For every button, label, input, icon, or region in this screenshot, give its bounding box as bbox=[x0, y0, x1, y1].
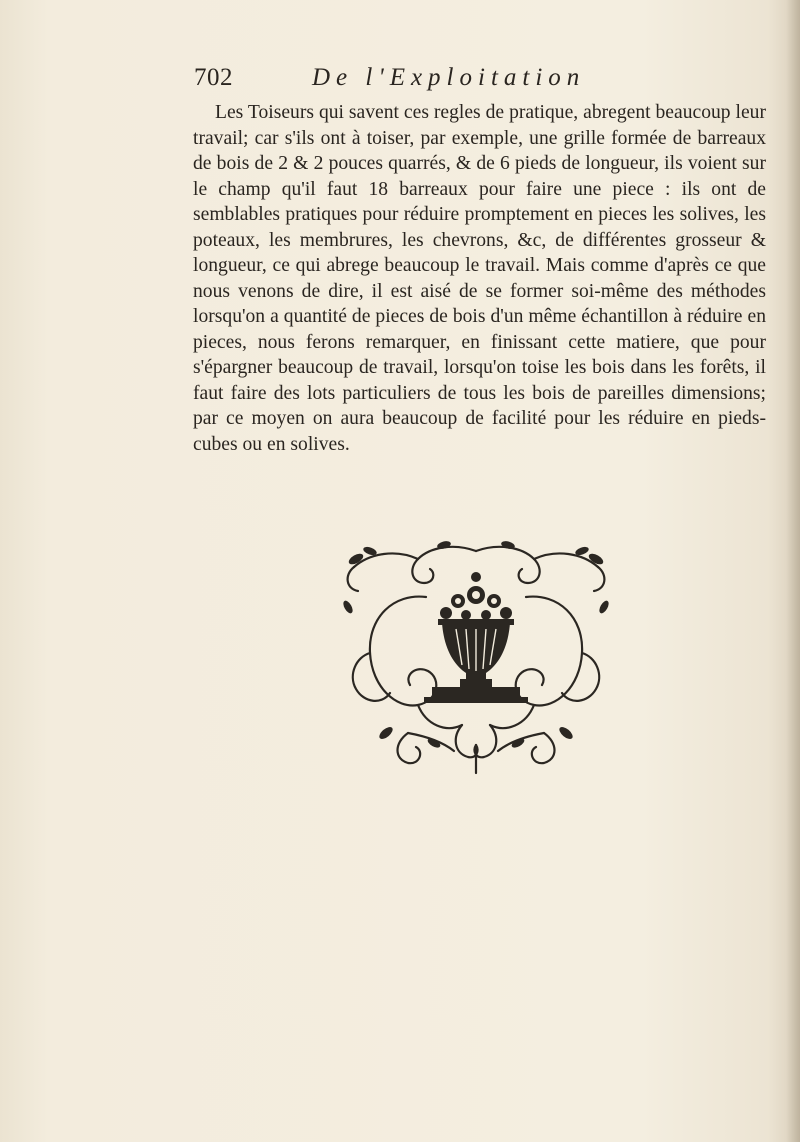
running-title: De l'Exploitation bbox=[312, 64, 586, 91]
urn-with-flowers-and-scrolls-icon bbox=[334, 537, 618, 777]
body-paragraph: Les Toiseurs qui savent ces regles de pratique, abregent beaucoup leur travail; car s'ils ont à toiser, par exemple, une grille formée de barreaux de bois de 2 & 2 pouces quarrés, & de 6 pieds de longueur, ils voient sur le champ qu'il faut 18 barreaux pour faire une piece : ils ont de semblables pratiques pour réduire promptement en pieces les solives, les poteaux, les membrures, les chevrons, &c, de différentes grosseur & longueur, ce qui abrege beaucoup le travail. Mais comme d'après ce que nous venons de dire, il est aisé de se former soi-même des méthodes lorsqu'on a quantité de pieces de bois d'un même échantillon à réduire en pieces, nous ferons remarquer, en finissant cette matiere, que pour s'épargner beaucoup de travail, lorsqu'on toise les bois dans les forêts, il faut faire des lots particuliers de tous les bois de pareilles dimensions; par ce moyen on aura beaucoup de facilité pour les réduire en pieds-cubes ou en solives. bbox=[193, 102, 766, 455]
page-number: 702 bbox=[194, 64, 233, 91]
page-edge-shadow bbox=[786, 0, 800, 1142]
running-header bbox=[194, 64, 724, 96]
